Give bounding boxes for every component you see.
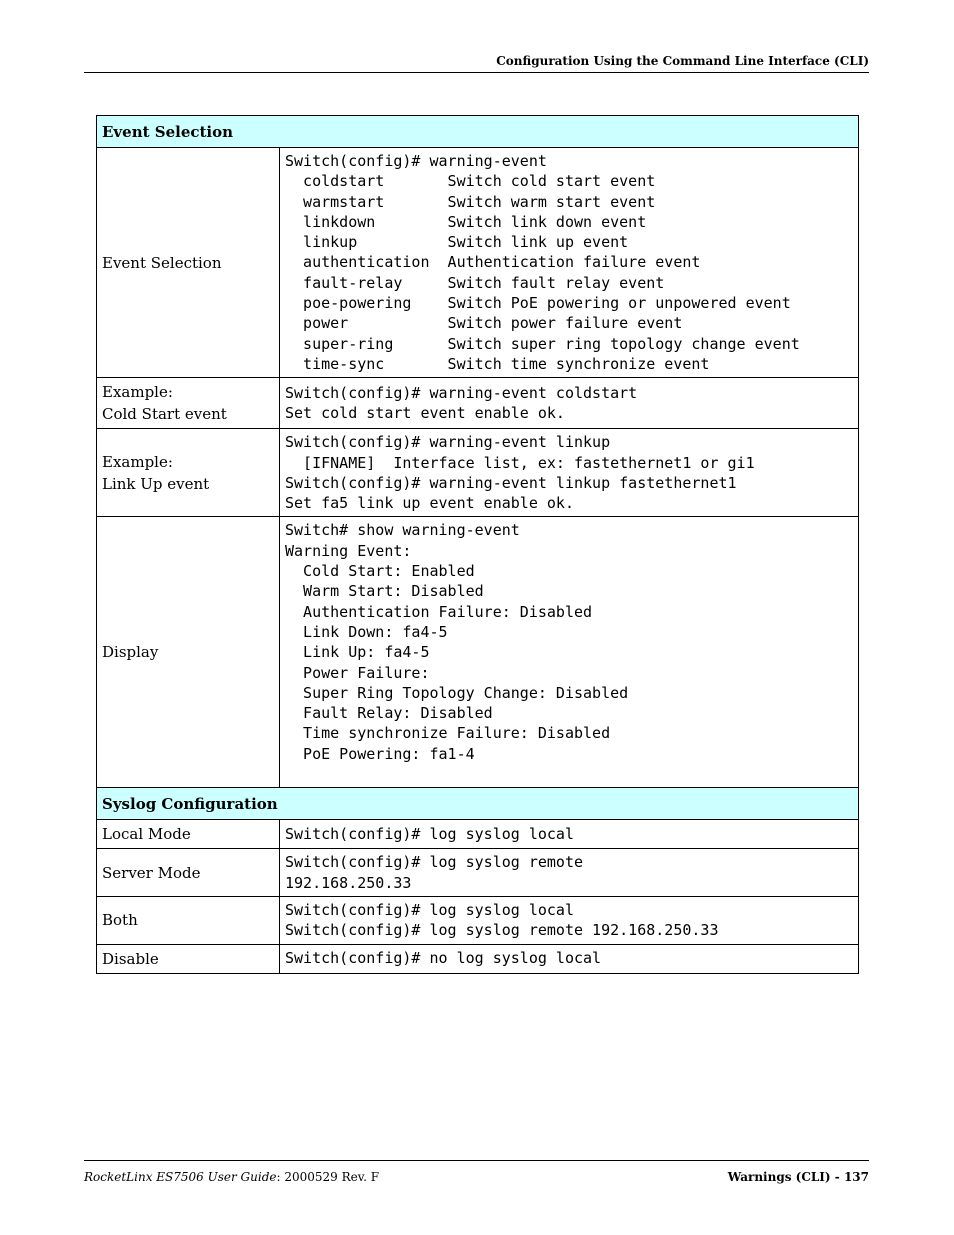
table-row — [97, 148, 859, 378]
page-header — [84, 54, 869, 73]
row-command: Switch(config)# log syslog local — [280, 820, 859, 849]
section-heading: Event Selection — [97, 116, 859, 148]
row-label: Event Selection — [97, 148, 280, 378]
footer-page-number: Warnings (CLI) - 137 — [727, 1170, 869, 1184]
section-header-row — [97, 116, 859, 148]
row-command: Switch(config)# warning-event coldstart Set cold start event enable ok. — [280, 378, 859, 429]
row-label: Both — [97, 896, 280, 944]
row-command: Switch(config)# log syslog remote 192.168.250.33 — [280, 849, 859, 897]
table-row — [97, 517, 859, 788]
row-label: Example: Cold Start event — [97, 378, 280, 429]
row-command: Switch(config)# no log syslog local — [280, 944, 859, 973]
row-label: Local Mode — [97, 820, 280, 849]
row-label: Disable — [97, 944, 280, 973]
cli-command-table — [96, 115, 859, 974]
row-label: Display — [97, 517, 280, 788]
row-label: Server Mode — [97, 849, 280, 897]
row-command: Switch(config)# log syslog local Switch(config)# log syslog remote 192.168.250.33 — [280, 896, 859, 944]
page-footer — [84, 1160, 869, 1184]
row-command: Switch(config)# warning-event linkup [IFNAME] Interface list, ex: fastethernet1 or gi1 Switch(config)# warning-event linkup fastethernet1 Set fa5 link up event enable ok. — [280, 429, 859, 517]
footer-doc-info — [84, 1170, 379, 1184]
table-row — [97, 429, 859, 517]
header-title: Configuration Using the Command Line Interface (CLI) — [496, 54, 869, 68]
row-command: Switch# show warning-event Warning Event: Cold Start: Enabled Warm Start: Disabled Authentication Failure: Disabled Link Down: fa4-5 Link Up: fa4-5 Power Failure: Super Ring Topology Change: Disabled Fault Relay: Disabled Time synchronize Failure: Disabled PoE Powering: fa1-4 — [280, 517, 859, 788]
table-row — [97, 820, 859, 849]
section-heading: Syslog Configuration — [97, 788, 859, 820]
section-header-row — [97, 788, 859, 820]
row-label: Example: Link Up event — [97, 429, 280, 517]
table-row — [97, 944, 859, 973]
table-row — [97, 849, 859, 897]
table-row — [97, 896, 859, 944]
table-row — [97, 378, 859, 429]
footer-product: RocketLinx ES7506 User Guide — [84, 1170, 277, 1184]
footer-doc-number: : 2000529 Rev. F — [276, 1170, 380, 1184]
row-command: Switch(config)# warning-event coldstart Switch cold start event warmstart Switch warm start event linkdown Switch link down event linkup Switch link up event authentication Authentication failure event fault-relay Switch fault relay event poe-powering Switch PoE powering or unpowered event power Switch power failure event super-ring Switch super ring topology change event time-sync Switch time synchronize event — [280, 148, 859, 378]
